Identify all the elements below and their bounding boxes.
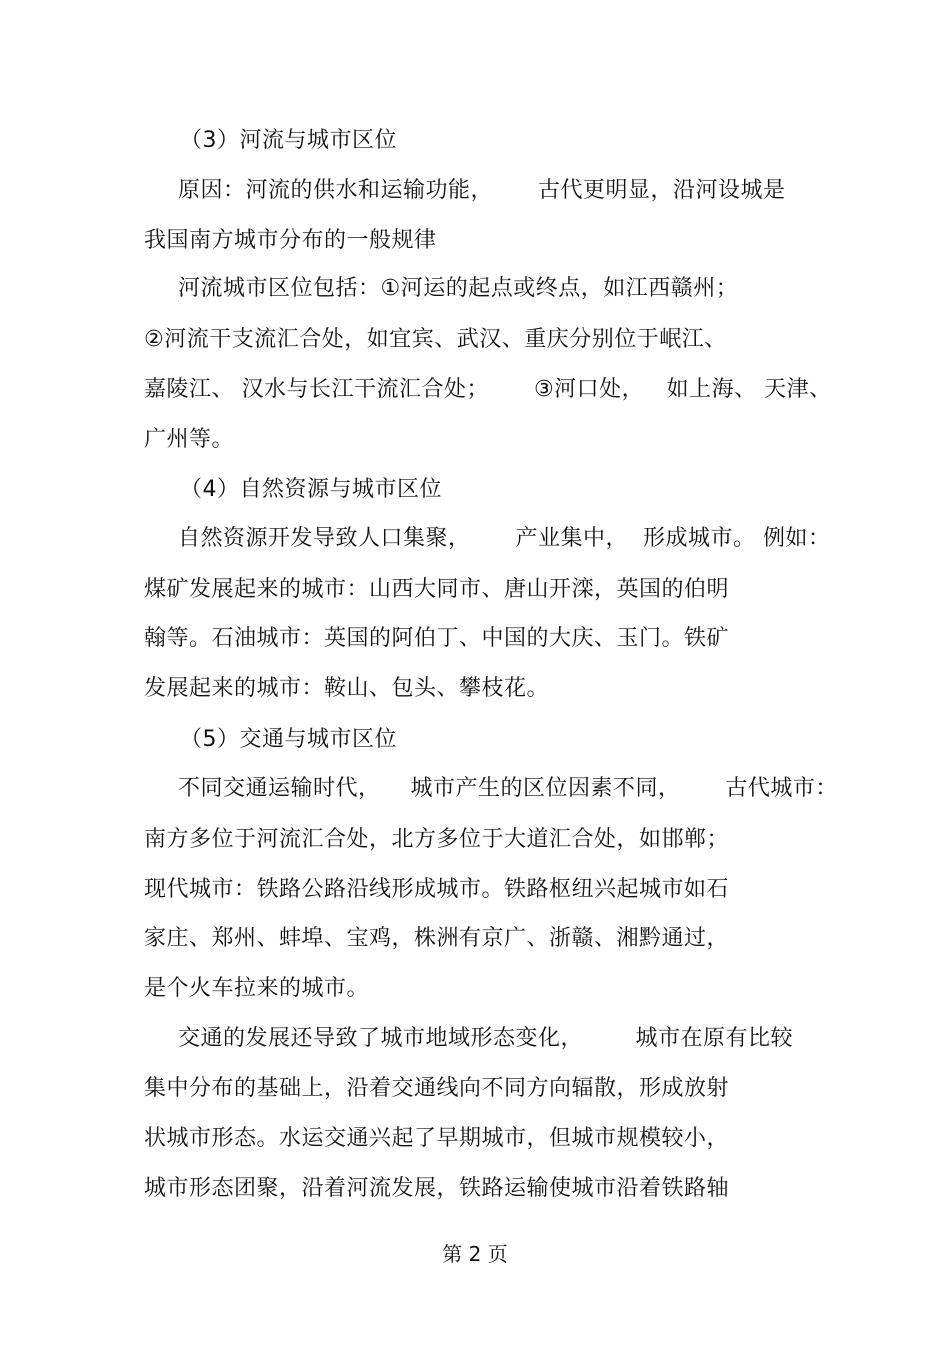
paragraph-line: 城市形态团聚，沿着河流发展，铁路运输使城市沿着铁路轴 bbox=[144, 1176, 730, 1201]
page-number: 第 2 页 bbox=[442, 1242, 508, 1266]
section-heading-5: （5）交通与城市区位 bbox=[180, 727, 397, 752]
paragraph-line: 南方多位于河流汇合处，北方多位于大道汇合处，如邯郸； bbox=[144, 827, 730, 852]
paragraph-line: 嘉陵江、 汉水与长江干流汇合处； ③河口处， 如上海、 天津、 bbox=[144, 377, 832, 402]
paragraph-line: 不同交通运输时代， 城市产生的区位因素不同， 古代城市： bbox=[178, 776, 838, 801]
section-heading-4: （4）自然资源与城市区位 bbox=[180, 477, 442, 502]
paragraph-line: 现代城市：铁路公路沿线形成城市。铁路枢纽兴起城市如石 bbox=[144, 877, 730, 902]
paragraph-line: 集中分布的基础上，沿着交通线向不同方向辐散，形成放射 bbox=[144, 1076, 730, 1101]
paragraph-line: 状城市形态。水运交通兴起了早期城市，但城市规模较小， bbox=[144, 1126, 730, 1151]
paragraph-line: 交通的发展还导致了城市地域形态变化， 城市在原有比较 bbox=[178, 1026, 793, 1051]
paragraph-line: 发展起来的城市：鞍山、包头、攀枝花。 bbox=[144, 676, 550, 701]
section-heading-3: （3）河流与城市区位 bbox=[180, 128, 397, 153]
paragraph-line: 翰等。石油城市：英国的阿伯丁、中国的大庆、玉门。铁矿 bbox=[144, 626, 730, 651]
paragraph-line: 原因：河流的供水和运输功能， 古代更明显，沿河设城是 bbox=[178, 178, 786, 203]
paragraph-line: 我国南方城市分布的一般规律 bbox=[144, 228, 437, 253]
paragraph-line: 是个火车拉来的城市。 bbox=[144, 976, 370, 1001]
paragraph-line: 家庄、郑州、蚌埠、宝鸡，株洲有京广、浙赣、湘黔通过， bbox=[144, 926, 730, 951]
paragraph-line: 广州等。 bbox=[144, 427, 235, 452]
paragraph-line: ②河流干支流汇合处，如宜宾、武汉、重庆分别位于岷江、 bbox=[144, 327, 727, 352]
paragraph-line: 煤矿发展起来的城市：山西大同市、唐山开滦，英国的伯明 bbox=[144, 577, 730, 602]
paragraph-line: 河流城市区位包括：①河运的起点或终点，如江西赣州； bbox=[178, 276, 739, 301]
paragraph-line: 自然资源开发导致人口集聚， 产业集中， 形成城市。 例如： bbox=[178, 526, 831, 551]
